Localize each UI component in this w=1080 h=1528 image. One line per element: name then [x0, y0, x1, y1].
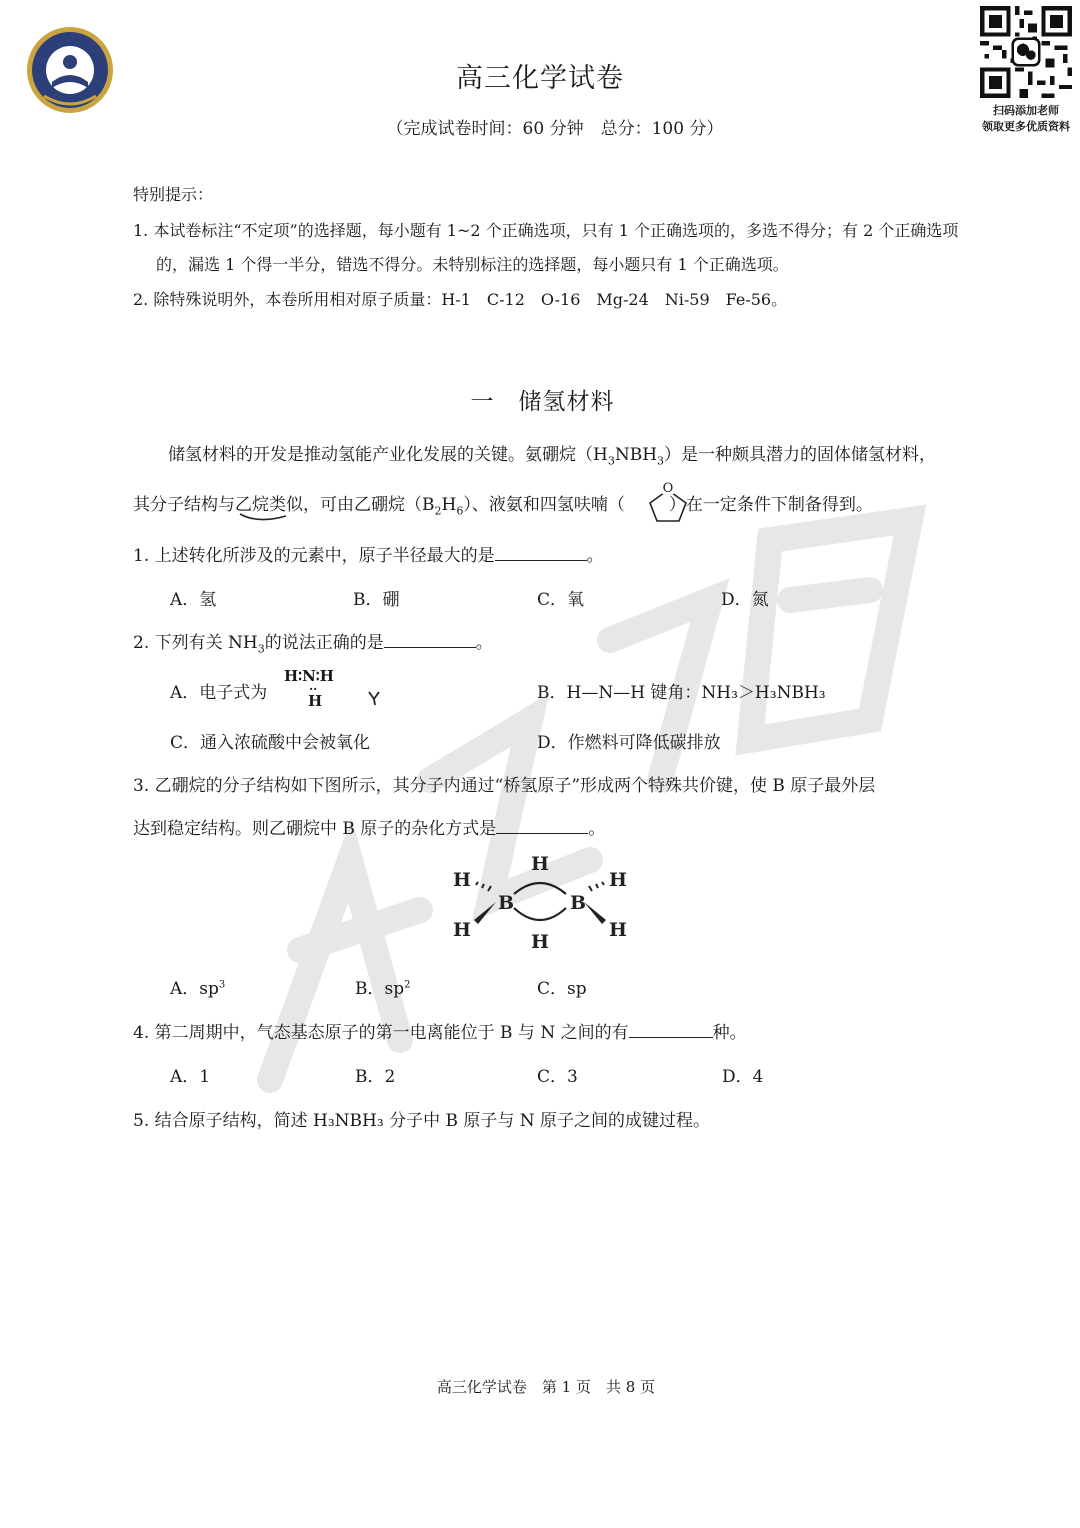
atom-h-bridge-top: H	[531, 853, 549, 875]
atom-h-top-left: H	[453, 869, 471, 891]
atom-h-bottom-left: H	[453, 919, 471, 941]
thf-structure	[646, 478, 690, 524]
q1-option-a[interactable]: A．氢	[170, 590, 217, 610]
qr-caption-2: 领取更多优质资料	[982, 120, 1070, 133]
thf-oxygen-label: O	[662, 481, 674, 496]
q4-answer-blank[interactable]	[629, 1021, 713, 1038]
intro-line-2: 其分子结构与乙烷类似，可由乙硼烷$(B_2H_6)$、液氨和四氢呋喃（ ）在一定条件下制备得到。	[133, 495, 873, 518]
q2-stem: 2. 下列有关 $NH_3$的说法正确的是 。	[133, 633, 493, 656]
q3-line-2: 达到稳定结构。则乙硼烷中 B 原子的杂化方式是 。	[133, 819, 606, 839]
q4-option-c[interactable]: C．3	[537, 1067, 578, 1087]
atom-h-top-right: H	[609, 869, 627, 891]
q3-option-a[interactable]: A．$sp^3$	[170, 979, 226, 999]
note-1-line-2: 的，漏选 1 个得一半分，错选不得分。未特别标注的选择题，每小题只有 1 个正确选项。	[156, 255, 789, 274]
atom-b-left: B	[497, 892, 515, 914]
q1-option-d[interactable]: D．氮	[721, 590, 769, 610]
lewis-top: H∶N∶H	[284, 667, 334, 685]
q2-option-a[interactable]: A．电子式为	[170, 683, 268, 703]
q2-option-b[interactable]: B．H—N—H 键角：NH₃＞H₃NBH₃	[537, 683, 826, 703]
lewis-dots: ··	[309, 682, 318, 696]
note-1-line-1: 1. 本试卷标注“不定项”的选择题，每小题有 1~2 个正确选项，只有 1 个正确选项的，多选不得分；有 2 个正确选项	[133, 221, 959, 240]
page-subtitle: （完成试卷时间：60 分钟 总分：100 分）	[386, 119, 724, 139]
q3-line-1: 3. 乙硼烷的分子结构如下图所示，其分子内通过“桥氢原子”形成两个特殊共价键，使 B 原子最外层	[133, 776, 876, 796]
q2-option-d[interactable]: D．作燃料可降低碳排放	[537, 733, 721, 753]
diborane-structure	[440, 850, 640, 950]
qr-caption-1: 扫码添加老师	[993, 104, 1059, 117]
q3-answer-blank[interactable]	[496, 817, 588, 834]
handwritten-cross-mark	[367, 690, 381, 706]
q2-option-c[interactable]: C．通入浓硫酸中会被氧化	[170, 733, 371, 753]
atom-h-bottom-right: H	[609, 919, 627, 941]
q4-option-d[interactable]: D．4	[722, 1067, 764, 1087]
lewis-bottom: H	[308, 692, 323, 710]
q4-stem: 4. 第二周期中，气态基态原子的第一电离能位于 B 与 N 之间的有 种。	[133, 1023, 747, 1043]
atom-h-bridge-bottom: H	[531, 931, 549, 950]
handwritten-underline	[238, 510, 288, 524]
section-title: 一 储氢材料	[470, 389, 615, 415]
q2-answer-blank[interactable]	[384, 631, 476, 648]
atom-b-right: B	[569, 892, 587, 914]
q3-option-b[interactable]: B．$sp^2$	[355, 979, 411, 999]
intro-line-1: 储氢材料的开发是推动氢能产业化发展的关键。氨硼烷$(H_3NBH_3)$是一种颇具潜力的固体储氢材料，	[168, 445, 937, 468]
q1-option-c[interactable]: C．氧	[537, 590, 585, 610]
page-footer: 高三化学试卷 第 1 页 共 8 页	[436, 1378, 656, 1396]
q1-stem: 1. 上述转化所涉及的元素中，原子半径最大的是 。	[133, 546, 604, 566]
q1-answer-blank[interactable]	[495, 544, 587, 561]
q5-stem: 5. 结合原子结构，简述 H₃NBH₃ 分子中 B 原子与 N 原子之间的成键过程。	[133, 1111, 711, 1131]
note-2: 2. 除特殊说明外，本卷所用相对原子质量：H-1 C-12 O-16 Mg-24 Ni-59 Fe-56。	[133, 290, 788, 309]
q4-option-a[interactable]: A．1	[170, 1067, 211, 1087]
q1-option-b[interactable]: B．硼	[353, 590, 400, 610]
page-title: 高三化学试卷	[456, 63, 624, 94]
q3-option-c[interactable]: C．sp	[537, 979, 587, 999]
notes-heading: 特别提示：	[133, 185, 214, 204]
q4-option-b[interactable]: B．2	[355, 1067, 396, 1087]
